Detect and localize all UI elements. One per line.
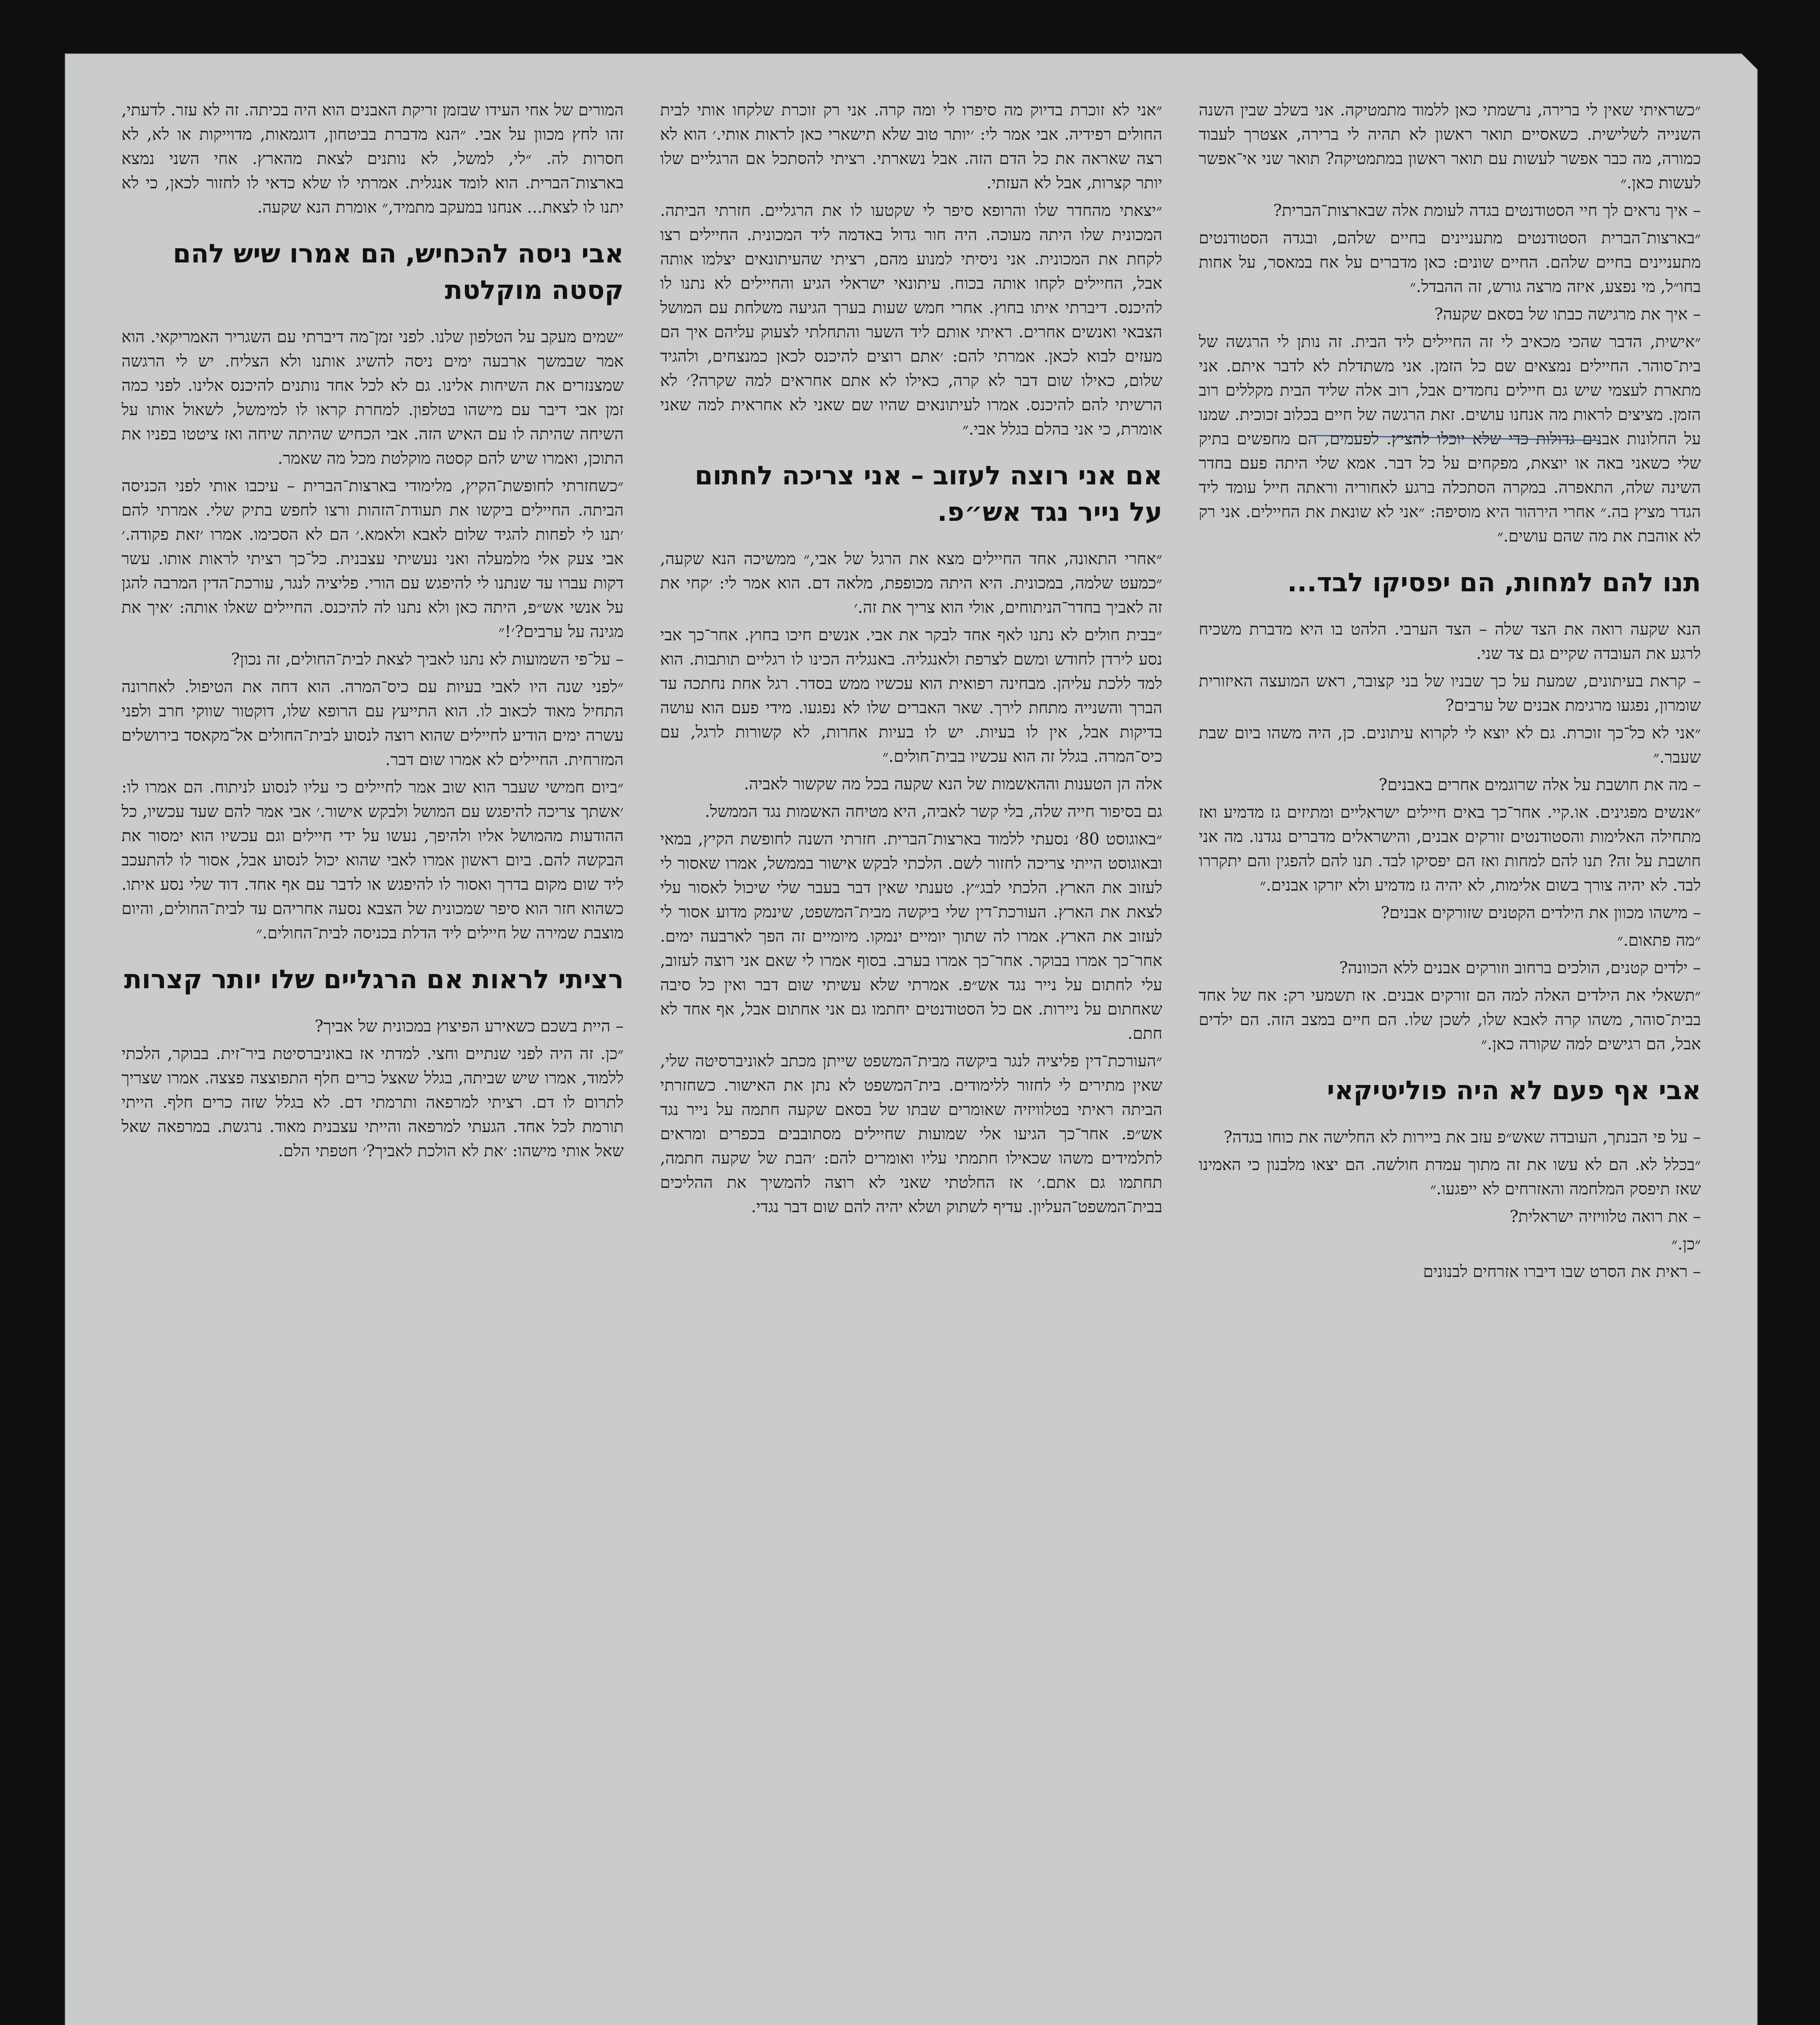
paragraph: ״אחרי התאונה, אחד החיילים מצא את הרגל של אבי,״ ממשיכה הנא שקעה, ״כמעט שלמה, במכונית. היא היתה מכופפת, מלאה דם. הוא אמר לי: ׳קחי את זה לאביך בחדר־הניתוחים, אולי הוא צריך את זה.׳ <box>660 550 1162 617</box>
paragraph: אלה הן הטענות וההאשמות של הנא שקעה בכל מה שקשור לאביה. <box>744 775 1162 793</box>
magazine-page <box>65 53 1758 2025</box>
paragraph: – איך את מרגישה כבתו של בסאם שקעה? <box>1434 305 1701 324</box>
paragraph: – קראת בעיתונים, שמעת על כך שבניו של בני קצובר, ראש המועצה האיזורית שומרון, נפגעו מרגימת אבנים של ערבים? <box>1199 672 1701 715</box>
section-heading: אם אני רוצה לעזוב – אני צריכה לחתום על נייר נגד אש״פ. <box>695 461 1162 527</box>
paragraph: גם בסיפור חייה שלה, בלי קשר לאביה, היא מטיחה האשמות נגד הממשל. <box>705 802 1162 821</box>
paragraph: ״כן. זה היה לפני שנתיים וחצי. למדתי אז באוניברסיטת ביר־זית. בבוקר, הלכתי ללמוד, אמרו שיש שביתה, בגלל שאצל כרים חלף התפוצצה פצצה. אמרו שצריך לתרום לו דם. רציתי למרפאה ותרמתי דם. לא בגלל שזה כרים חלף. הייתי תורמת לכל אחד. הגעתי למרפאה והייתי עצבנית מאוד. נרגשת. במרפאה שאל שאל אותי מישהו: ׳את לא הולכת לאביך?׳ חטפתי הלם. <box>121 1044 624 1160</box>
paragraph: ״לפני שנה היו לאבי בעיות עם כיס־המרה. הוא דחה את הטיפול. לאחרונה התחיל מאוד לכאוב לו. הוא התייעץ עם הרופא שלו, דוקטור שווקי חרב ולפני עשרה ימים הודיע לחיילים שהוא רוצה לנסוע לבית־החולים אל־מקאסד בירושלים המזרחית. החיילים לא אמרו שום דבר. <box>121 678 624 769</box>
paragraph: – על פי הבנתך, העובדה שאש״פ עזב את ביירות לא החלישה את כוחו בגדה? <box>1223 1128 1701 1147</box>
paragraph: הנא שקעה רואה את הצד שלה – הצד הערבי. הלהט בו היא מדברת משכיח לרגע את העובדה שקיים גם צד שני. <box>1199 620 1701 663</box>
paragraph: ״באוגוסט 80׳ נסעתי ללמוד בארצות־הברית. חזרתי השנה לחופשת הקיץ, במאי ובאוגוסט הייתי צריכה לחזור לשם. הלכתי לבקש אישור בממשל, אמרו שאסור לי לעזוב את הארץ. הלכתי לבג״ץ. טענתי שאין דבר בעבר שלי שיכול לאסור עלי לצאת את הארץ. העורכת־דין שלי ביקשה מבית־המשפט, שינמק מדוע אסור לי לעזוב את הארץ. אמרו לה שתוך יומיים ינמקו. מיומיים זה הפך לארבעה ימים. אחר־כך אמרו בבוקר. אחר־כך אמרו בערב. בסוף אמרו לי שאם אני רוצה לעזוב, עלי לחתום על נייר נגד אש״פ. אמרתי שלא עשיתי שום דבר ואין כל סיבה שאחתום על ניירות. אם כל הסטודנטים יחתמו גם אני אחתום אבל, אף אחד לא חתם. <box>660 830 1162 1043</box>
paragraph: – ילדים קטנים, הולכים ברחוב וזורקים אבנים ללא הכוונה? <box>1339 959 1701 977</box>
column-left <box>1199 98 1701 2025</box>
paragraph: – על־פי השמועות לא נתנו לאביך לצאת לבית־החולים, זה נכון? <box>231 650 624 669</box>
paragraph: ״כשחזרתי לחופשת־הקיץ, מלימודי בארצות־הברית – עיכבו אותי לפני הכניסה הביתה. החיילים ביקשו את תעודת־הזהות ורצו לחפש בתיק שלי. אמרתי להם ׳תנו לי לפחות להגיד שלום לאבא ולאמא.׳ הם לא הסכימו. אמרו ׳זאת פקודה.׳ אבי צעק אלי מלמעלה ואני נעשיתי עצבנית. כל־כך רציתי לראות אותו. עשר דקות עברו עד שנתנו לי להיפגש עם הורי. פליציה לנגר, עורכת־הדין המרבה להגן על אנשי אש״פ, היתה כאן ולא נתנו לה להיכנס. החיילים שאלו אותה: ׳איך את מגינה על ערבים?׳!״ <box>121 477 624 641</box>
paragraph: ״בארצות־הברית הסטודנטים מתעניינים בחיים שלהם, ובגדה הסטודנטים מתעניינים בחיים שלהם. החיים שונים: כאן מדברים על אח במאסר, על אחות בחו״ל, מי נפצע, איזה מרצה גורש, זה ההבדל.״ <box>1199 229 1701 296</box>
paragraph: ״אני לא כל־כך זוכרת. גם לא יוצא לי לקרוא עיתונים. כן, היה משהו ביום שבת שעבר.״ <box>1199 724 1701 767</box>
section-heading: תנו להם למחות, הם יפסיקו לבד... <box>1287 568 1701 598</box>
column-middle <box>660 98 1162 2025</box>
paragraph: ״אני לא זוכרת בדיוק מה סיפרו לי ומה קרה. אני רק זוכרת שלקחו אותי לבית החולים רפידיה. אבי אמר לי: ׳יותר טוב שלא תישארי כאן לראות אותי.׳ הוא לא רצה שאראה את כל הדם הזה. אבל נשארתי. רציתי להסתכל אם הרגליים שלו יותר קצרות, אבל לא העזתי. <box>660 101 1162 192</box>
section-heading: אבי אף פעם לא היה פוליטיקאי <box>1327 1076 1701 1106</box>
paragraph: – ראית את הסרט שבו דיברו אזרחים לבנונים <box>1423 1262 1701 1281</box>
paragraph: – מה את חושבת על אלה שרוגמים אחרים באבנים? <box>1379 776 1701 794</box>
paragraph: ״אנשים מפגינים. או.קיי. אחר־כך באים חיילים ישראליים ומתיזים גז מדמיע ואז מתחילה האלימות והסטודנטים זורקים אבנים, והישראלים מדברים נגדנו. מה אני חושבת על זה? תנו להם למחות ואז הם יפסיקו לבד. תנו להם להפגין והם יתקררו לבד. לא יהיה צורך בשום אלימות, לא יהיה גז מדמיע ולא יזרקו אבנים.״ <box>1199 803 1701 895</box>
section-heading: רציתי לראות אם הרגליים שלו יותר קצרות <box>124 965 624 995</box>
paragraph: ״שמים מעקב על הטלפון שלנו. לפני זמן־מה דיברתי עם השגריר האמריקאי. הוא אמר שבמשך ארבעה ימים ניסה להשיג אותנו ולא הצליח. יש לי הרגשה שמצנזרים את השיחות אלינו. גם לא לכל אחד נותנים להיכנס אלינו. לפני כמה זמן אבי דיבר עם מישהו בטלפון. למחרת קראו לו למימשל, לשאול אותו על השיחה שהיתה לו עם האיש הזה. אבי הכחיש שהיתה שיחה ואז ציטטו בפניו את התוכן, ואמרו שיש להם קסטה מוקלטת מכל מה שאמר. <box>121 328 624 468</box>
paragraph: ״מה פתאום.״ <box>1617 931 1701 950</box>
paragraph: ״העורכת־דין פליציה לנגר ביקשה מבית־המשפט שייתן מכתב לאוניברסיטה שלי, שאין מתירים לי לחזור ללימודים. בית־המשפט לא נתן את האישור. כשחזרתי הביתה ראיתי בטלוויזיה שאומרים שבתו של בסאם שקעה חתמה על נייר נגד אש״פ. אחר־כך הגיעו אלי שמועות שחיילים מסתובבים בכפרים ומראים לתלמידים משהו שכאילו חתמתי עליו ואומרים להם: ׳הבת של שקעה חתמה, תחתמו גם אתם.׳ אז החלטתי שאני לא רוצה להמשיך את ההליכים בבית־המשפט־העליון. עדיף לשתוק ושלא יהיה להם שום דבר נגדי. <box>660 1052 1162 1216</box>
paragraph: ״אישית, הדבר שהכי מכאיב לי זה החיילים ליד הבית. זה נותן לי הרגשה של בית־סוהר. החיילים נמצאים שם כל הזמן. אני משתדלת לא לדבר איתם. אני מתארת לעצמי שיש גם חיילים נחמדים אבל, רוב אלה שליד הבית מקללים רוב הזמן. מציצים לראות מה אנחנו עושים. זאת הרגשה של חיים בכלוב זכוכית. שמנו על החלונות אבנים גדולות כדי שלא יוכלו להציץ. לפעמים, הם מחפשים בתיק שלי כשאני באה או יוצאת, מפקחים על כל דבר. אמא שלי היתה פעם בחדר השינה שלה, התאפרה. במקרה הסתכלה ברגע לאחוריה וראתה חייל עומד ליד הגדר מציץ בה.״ אחרי הירהור היא מוסיפה: ״אני לא שונאת את החיילים. אני רק לא אוהבת את מה שהם עושים.״ <box>1199 333 1701 546</box>
section-heading: אבי ניסה להכחיש, הם אמרו שיש להם קסטה מוקלטת <box>173 239 624 305</box>
paragraph: – איך נראים לך חיי הסטודנטים בגדה לעומת אלה שבארצות־הברית? <box>1273 201 1701 220</box>
article-columns <box>121 98 1701 2025</box>
paragraph: ״בבית חולים לא נתנו לאף אחד לבקר את אבי. אנשים חיכו בחוץ. אחר־כך אבי נסע לירדן לחודש ומשם לצרפת ולאנגליה. באנגליה הכינו לו רגליים תותבות. הוא למד ללכת עליהן. מבחינה רפואית הוא עכשיו ממש בסדר. רגל אחת נחתכה עד הברך והשנייה מתחת לירך. שאר האברים שלו לא נפגעו. מידי פעם הוא עושה בדיקות אבל, אין לו בעיות. יש לו בעיות אחרות, לא קשורות לרגל, עם כיס־המרה. בגלל זה הוא עכשיו בבית־חולים.״ <box>660 626 1162 766</box>
paragraph: – היית בשכם כשאירע הפיצוץ במכונית של אביך? <box>314 1017 624 1036</box>
paragraph: ״ביום חמישי שעבר הוא שוב אמר לחיילים כי עליו לנסוע לניתוח. הם אמרו לו: ׳אשתך צריכה להיפגש עם המושל ולבקש אישור.׳ אבי אמר להם שעד עכשיו, כל ההודעות מהמושל אליו ולהיפך, נעשו על ידי חיילים וגם עכשיו הוא ימסור את הבקשה להם. ביום ראשון אמרו לאבי שהוא יכול לנסוע אבל, אסור לו להתעכב ליד שום מקום בדרך ואסור לו להיפגש או לדבר עם אף אחד. דוד שלי נסע איתו. כשהוא חזר הוא סיפר שמכונית של הצבא נסעה אחריהם עד לבית־החולים, והיום מוצבת שמירה של חיילים ליד הדלת בכניסה לבית־החולים.״ <box>121 778 624 942</box>
page-corner <box>1741 53 1758 70</box>
paragraph: ״כן.״ <box>1671 1235 1701 1253</box>
paragraph: ״יצאתי מהחדר שלו והרופא סיפר לי שקטעו לו את הרגליים. חזרתי הביתה. המכונית שלו היתה מעוכה. היה חור גדול באדמה ליד המכונית. החיילים רצו לקחת את המכונית. אני ניסיתי למנוע מהם, רציתי שהעיתונאים יצלמו אותה אבל, החיילים לקחו אותה בכוח. עיתונאי ישראלי הגיע והחיילים לא נתנו לו להיכנס. דיברתי איתו בחוץ. אחרי חמש שעות בערך הגיעה משלחת עם המושל הצבאי ואנשים אחרים. ראיתי אותם ליד השער והתחלתי לצעוק עליהם איך הם מעזים לבוא לכאן. אמרתי להם: ׳אתם רוצים להיכנס לכאן כמנצחים, ולהגיד שלום, כאילו שום דבר לא קרה, כאילו לא אתם אחראים למה שקרה?׳ לא הרשיתי להם להיכנס. אמרו לעיתונאים שהיו שם שאני לא אחראית למה שאני אומרת, כי אני בהלם בגלל אבי.״ <box>660 201 1162 439</box>
paragraph: ״כשראיתי שאין לי ברירה, נרשמתי כאן ללמוד מתמטיקה. אני בשלב שבין השנה השנייה לשלישית. כשאסיים תואר ראשון לא תהיה לי ברירה, אצטרך לעבוד כמורה, מה כבר אפשר לעשות עם תואר ראשון במתמטיקה? תואר שני אי־אפשר לעשות כאן.״ <box>1199 101 1701 192</box>
column-right <box>121 98 624 2025</box>
paragraph: ״תשאלי את הילדים האלה למה הם זורקים אבנים. אז תשמעי רק: אח של אחד בבית־סוהר, משהו קרה לאבא שלו, לשכן שלו. הם חיים במצב הזה. הם ילדים אבל, הם רגישים למה שקורה כאן.״ <box>1199 986 1701 1053</box>
paragraph: המורים של אחי העידו שבזמן זריקת האבנים הוא היה בכיתה. זה לא עזר. לדעתי, זהו לחץ מכוון על אבי. ״הנא מדברת בביטחון, דוגמאות, מדוייקות או לא, לא חסרות לה. ״לי, למשל, לא נותנים לצאת מהארץ. אחי השני נמצא בארצות־הברית. הוא לומד אנגלית. אמרתי לו שלא כדאי לו לחזור לכאן, כי לא יתנו לו לצאת... אנחנו במעקב מתמיד,״ אומרת הנא שקעה. <box>121 101 624 217</box>
paragraph: ״בכלל לא. הם לא עשו את זה מתוך עמדת חולשה. הם יצאו מלבנון כי האמינו שאז תיפסק המלחמה והאזרחים לא ייפגעו.״ <box>1199 1155 1701 1198</box>
paragraph: – את רואה טלוויזיה ישראלית? <box>1509 1207 1701 1226</box>
paragraph: – מישהו מכוון את הילדים הקטנים שזורקים אבנים? <box>1381 904 1701 922</box>
